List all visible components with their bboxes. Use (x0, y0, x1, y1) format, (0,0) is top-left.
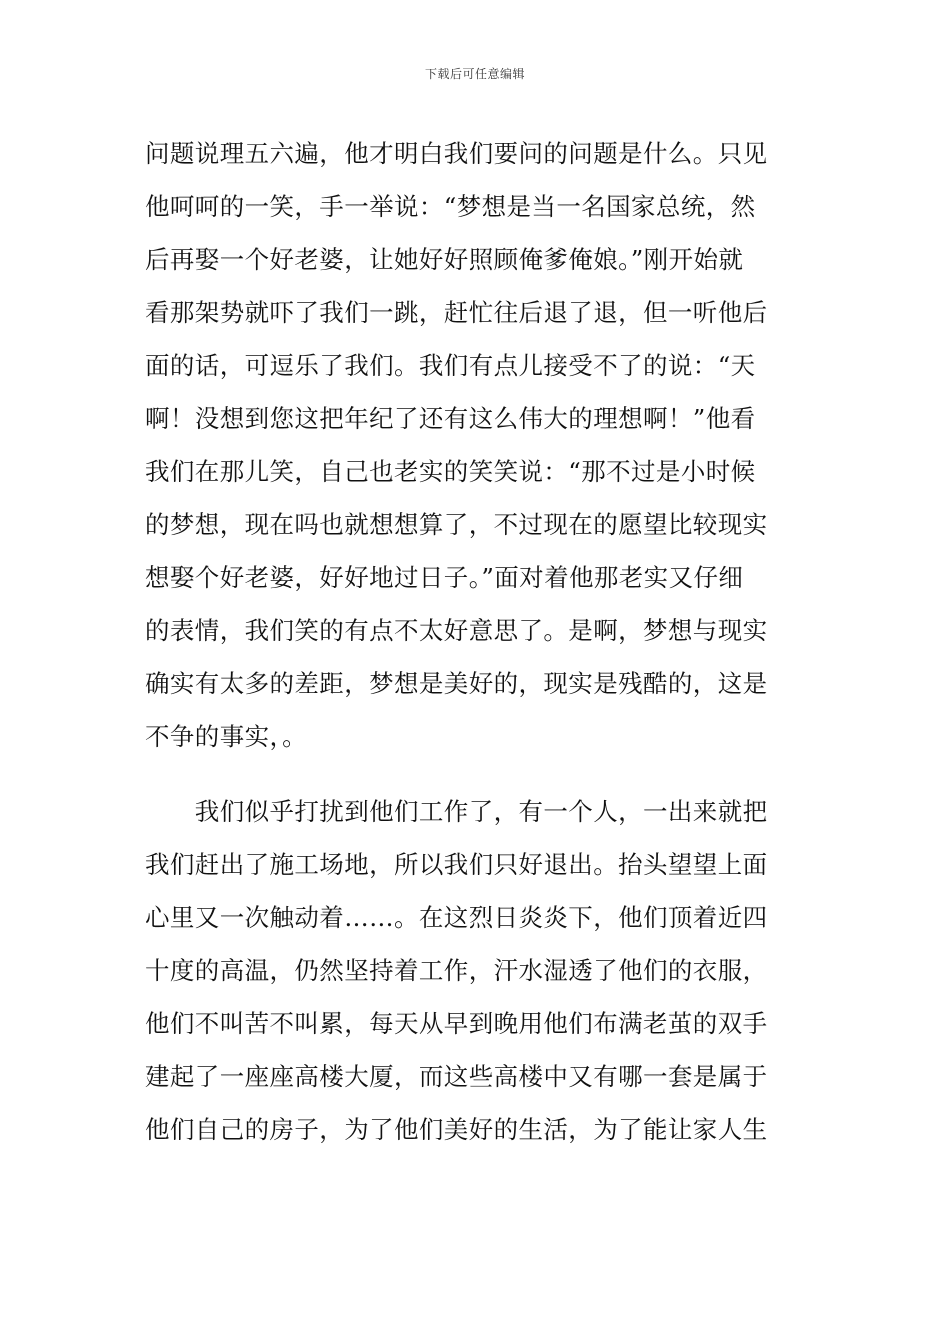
text-line: 想娶个好老婆，好好地过日子。”面对着他那老实又仔细 (145, 563, 744, 592)
paragraph (145, 130, 810, 766)
page-header: 下载后可任意编辑 (424, 67, 525, 81)
text-line: 他们自己的房子，为了他们美好的生活，为了能让家人生 (145, 1115, 768, 1144)
paragraph-gap (145, 766, 810, 788)
text-line: 问题说理五六遍，他才明白我们要问的问题是什么。只见 (145, 139, 768, 168)
text-line: 心里又一次触动着……。在这烈日炎炎下，他们顶着近四 (145, 903, 768, 932)
text-line: 不争的事实，。 (145, 722, 308, 751)
text-line: 确实有太多的差距，梦想是美好的，现实是残酷的，这是 (145, 669, 768, 698)
text-line: 他们不叫苦不叫累，每天从早到晚用他们布满老茧的双手 (145, 1009, 768, 1038)
text-line: 看那架势就吓了我们一跳，赶忙往后退了退，但一听他后 (145, 298, 768, 327)
text-line: 我们赶出了施工场地，所以我们只好退出。抬头望望上面 (145, 850, 768, 879)
text-line: 他呵呵的一笑，手一举说：“梦想是当一名国家总统，然 (145, 192, 756, 221)
text-line: 啊！没想到您这把年纪了还有这么伟大的理想啊！”他看 (145, 404, 756, 433)
text-line: 建起了一座座高楼大厦，而这些高楼中又有哪一套是属于 (145, 1062, 768, 1091)
text-line: 后再娶一个好老婆，让她好好照顾俺爹俺娘。”刚开始就 (145, 245, 744, 274)
text-line: 我们在那儿笑，自己也老实的笑笑说：“那不过是小时候 (145, 457, 756, 486)
text-line: 我们似乎打扰到他们工作了，有一个人，一出来就把 (145, 797, 768, 826)
paragraph (145, 788, 810, 1159)
text-line: 的表情，我们笑的有点不太好意思了。是啊，梦想与现实 (145, 616, 768, 645)
text-line: 面的话，可逗乐了我们。我们有点儿接受不了的说：“天 (145, 351, 756, 380)
text-line: 的梦想，现在吗也就想想算了，不过现在的愿望比较现实 (145, 510, 768, 539)
text-line: 十度的高温，仍然坚持着工作，汗水湿透了他们的衣服， (145, 956, 768, 985)
body-text (145, 130, 810, 1159)
